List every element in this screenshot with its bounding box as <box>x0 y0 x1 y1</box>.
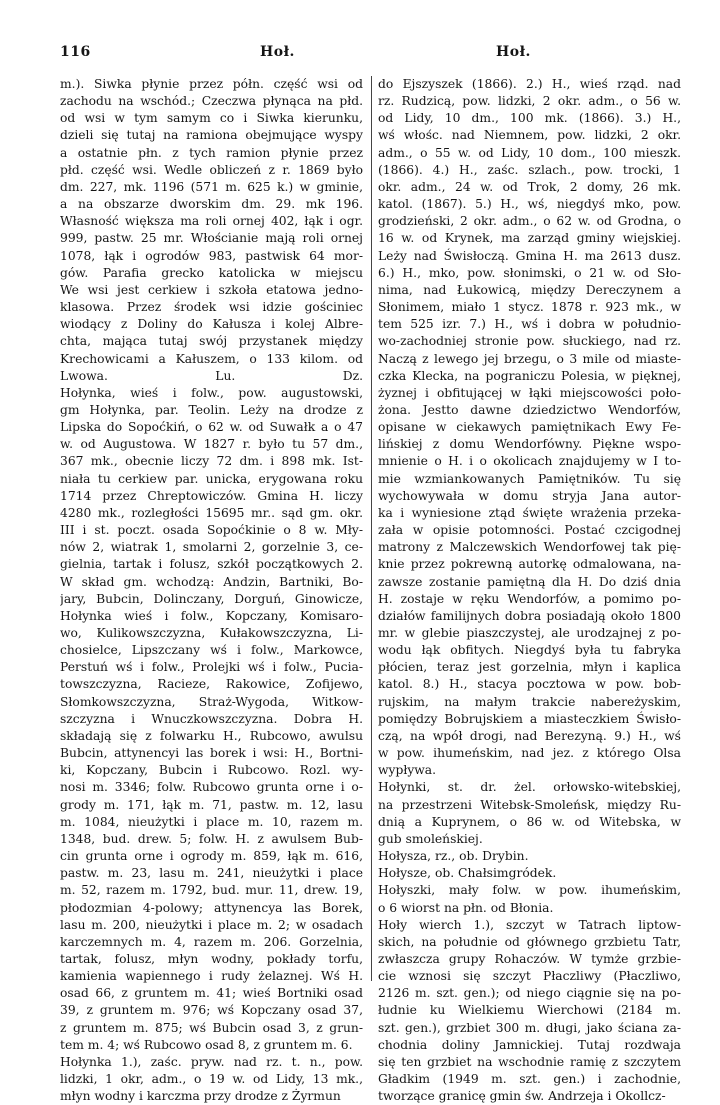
text-line: a ostatnie płn. z tych ramion płynie przez <box>60 145 363 160</box>
text-line: zwłaszcza grupy Rohaczów. W tymże grzbie- <box>378 951 681 966</box>
text-line: dnią a Kuprynem, o 86 w. od Witebska, w <box>378 814 681 829</box>
text-line: wychowywała w domu stryja Jana autor- <box>378 488 681 503</box>
text-line: We wsi jest cerkiew i szkoła etatowa jedno- <box>60 282 363 297</box>
text-line: 6.) H., mko, pow. słonimski, o 21 w. od Sło- <box>378 265 681 280</box>
text-line: wo, Kulikowszczyzna, Kułakowszczyzna, Li- <box>60 626 363 640</box>
text-line: mr. w glebie piaszczystej, ale urodzajnej z po- <box>378 626 681 640</box>
text-line: tem 525 izr. 7.) H., wś i dobra w południo- <box>378 317 681 332</box>
text-line: Hoły wierch 1.), szczyt w Tatrach liptow- <box>378 917 681 932</box>
text-line: żona. Jestto dawne dziedzictwo Wendorfów, <box>378 402 681 417</box>
text-line: tartak, folusz, młyn wodny, pokłady torfu, <box>60 951 363 966</box>
text-line: adm., o 55 w. od Lidy, 10 dom., 100 mieszk. <box>378 145 681 160</box>
text-line: 1714 przez Chreptowiczów. Gmina H. liczy <box>60 488 363 503</box>
text-line: Hołysza, rz., ob. Drybin. <box>378 849 529 864</box>
text-line: pomiędzy Bobrujskiem a miasteczkiem Świsło- <box>378 711 681 726</box>
text-line: z gruntem m. 875; wś Bubcin osad 3, z grun- <box>60 1020 363 1035</box>
running-head-left: Hoł. <box>260 44 295 60</box>
text-line: niała tu cerkiew par. unicka, erygowana roku <box>60 471 363 486</box>
text-line: Hołynki, st. dr. żel. orłowsko-witebskiej, <box>378 780 681 795</box>
text-line: skich, na południe od głównego grzbietu Tatr, <box>378 934 681 949</box>
text-line: Krechowicami a Kałuszem, o 133 kilom. od <box>60 351 363 366</box>
text-line: o 6 wiorst na płn. od Błonia. <box>378 900 554 915</box>
text-line: chosielce, Lipszczany wś i folw., Markowce, <box>60 643 363 658</box>
text-line: na przestrzeni Witebsk-Smoleńsk, między Ru- <box>378 797 681 812</box>
text-line: III i st. poczt. osada Sopoćkinie o 8 w. Mły- <box>60 523 363 538</box>
text-line: grody m. 171, łąk m. 71, pastw. m. 12, lasu <box>60 797 363 812</box>
text-line: okr. adm., 24 w. od Trok, 2 domy, 26 mk. <box>378 179 681 194</box>
text-line: gm Hołynka, par. Teolin. Leży na drodze z <box>60 402 363 417</box>
text-line: wo-zachodniej stronie pow. słuckiego, nad rz. <box>378 334 681 349</box>
right-column <box>378 76 681 1105</box>
page-number: 116 <box>60 44 91 60</box>
text-line: lińskiej z domu Wendorfówny. Piękne wspo- <box>378 437 681 452</box>
text-line: łudnie ku Wielkiemu Wierchowi (2184 m. <box>378 1003 681 1018</box>
text-line: do Ejszyszek (1866). 2.) H., wieś rząd. nad <box>378 77 681 91</box>
text-line: zawsze zostanie pamiętną dla H. Do dziś dnia <box>378 574 681 589</box>
text-line: 1078, łąk i ogrodów 983, pastwisk 64 mor- <box>60 248 363 263</box>
text-line: 39, z gruntem m. 976; wś Kopczany osad 37, <box>60 1003 363 1018</box>
text-line: płd. część wsi. Wedle obliczeń z r. 1869 było <box>60 162 363 177</box>
text-line: 16 w. od Krynek, ma zarząd gminy wiejskiej. <box>378 231 681 246</box>
text-line: wiodący z Doliny do Kałusza i kolej Albre- <box>60 317 363 332</box>
text-line: gub smoleńskiej. <box>378 831 483 846</box>
text-line: zała w opisie potomności. Postać czcigodnej <box>378 523 681 538</box>
text-line: czą, na wpół drogi, nad Berezyną. 9.) H., wś <box>378 728 681 743</box>
text-line: 1348, bud. drew. 5; folw. H. z awulsem Bub- <box>60 831 363 846</box>
text-line: (1866). 4.) H., zaśc. szlach., pow. trocki, 1 <box>378 162 681 177</box>
text-line: pastw. m. 23, lasu m. 241, nieużytki i place <box>60 866 363 881</box>
text-line: rujskim, na małym trakcie nabereżyskim, <box>378 694 681 709</box>
text-line: katol. 8.) H., stacya pocztowa w pow. bob- <box>378 677 681 692</box>
text-line: towszczyzna, Racieze, Rakowice, Zofijewo, <box>60 677 363 692</box>
text-line: Hołynka 1.), zaśc. pryw. nad rz. t. n., pow. <box>60 1054 363 1069</box>
text-line: chta, mająca tutaj swój przystanek między <box>60 334 363 349</box>
left-column <box>60 76 363 1105</box>
text-line: Lwowa. Lu. Dz. <box>60 368 363 383</box>
text-line: ki, Kopczany, Bubcin i Rubcowo. Rozl. wy- <box>60 763 363 778</box>
text-line: 367 mk., obecnie liczy 72 dm. i 898 mk. Ist- <box>60 454 363 469</box>
text-line: mie wzmiankowanych Pamiętników. Tu się <box>378 471 681 486</box>
text-line: lidzki, 1 okr, adm., o 19 w. od Lidy, 13 mk., <box>60 1072 363 1087</box>
text-line: Hołysze, ob. Chałsimgródek. <box>378 866 557 881</box>
text-line: osad 66, z gruntem m. 41; wieś Bortniki osad <box>60 986 363 1001</box>
text-line: grodzieński, 2 okr. adm., o 62 w. od Grodna, o <box>378 214 681 229</box>
column-divider <box>371 76 372 981</box>
text-line: gielnia, tartak i folusz, szkół początkowych 2. <box>60 557 363 572</box>
text-line: Hołynka wieś i folw., Kopczany, Komisaro- <box>60 608 363 623</box>
text-line: cie wznosi się szczyt Płaczliwy (Płaczliwo, <box>378 969 681 984</box>
text-line: tworzące granicę gmin św. Andrzeja i Okollcz- <box>378 1089 666 1104</box>
text-line: Leży nad Świsłoczą. Gmina H. ma 2613 dusz. <box>378 248 681 263</box>
text-line: rz. Rudzicą, pow. lidzki, 2 okr. adm., o 56 w. <box>378 94 681 109</box>
text-line: wodu łąk obfitych. Niegdyś była tu fabryka <box>378 643 681 658</box>
text-line: matrony z Malczewskich Wendorfowej tak pię- <box>378 540 681 555</box>
text-line: Naczą z lewego jej brzegu, o 3 mile od miaste- <box>378 351 681 366</box>
text-line: Słonimem, miało 1 stycz. 1878 r. 923 mk., w <box>378 300 681 315</box>
text-line: karczemnych m. 4, razem m. 206. Gorzelnia, <box>60 934 363 949</box>
text-line: m. 52, razem m. 1792, bud. mur. 11, drew. 19, <box>60 883 363 898</box>
text-line: od Lidy, 10 dm., 100 mk. (1866). 3.) H., <box>378 111 681 126</box>
text-line: H. zostaje w ręku Wendorfów, a pomimo po- <box>378 591 681 606</box>
text-line: Lipska do Sopoćkiń, o 62 w. od Suwałk a o 47 <box>60 420 363 435</box>
text-line: płócien, teraz jest gorzelnia, młyn i kaplica <box>378 660 681 675</box>
text-line: kamienia wapiennego i rudy żelaznej. Wś H. <box>60 969 363 984</box>
text-line: tem m. 4; wś Rubcowo osad 8, z gruntem m. 6. <box>60 1037 353 1052</box>
text-line: wypływa. <box>378 763 437 778</box>
text-line: klasowa. Przez środek wsi idzie gościniec <box>60 300 363 315</box>
text-line: jary, Bubcin, Dolinczany, Dorguń, Ginowicze, <box>60 591 363 606</box>
text-line: nów 2, wiatrak 1, smolarni 2, gorzelnie 3, ce- <box>60 540 363 555</box>
text-line: dzieli się tutaj na ramiona obejmujące wyspy <box>60 128 363 143</box>
text-line: zachodu na wschód.; Czeczwa płynąca na płd. <box>60 94 363 109</box>
text-line: mnienie o H. i o okolicach znajdujemy w I to- <box>378 454 681 469</box>
text-line: cin grunta orne i ogrody m. 859, łąk m. 616, <box>60 849 363 864</box>
text-line: m. 1084, nieużytki i place m. 10, razem m. <box>60 814 363 829</box>
text-line: w pow. ihumeńskim, nad jez. z którego Olsa <box>378 746 681 761</box>
text-line: Bubcin, attynencyi las borek i wsi: H., Bortni- <box>60 746 363 761</box>
page-header <box>60 44 660 68</box>
text-line: Perstuń wś i folw., Prolejki wś i folw., Pucia- <box>60 660 363 675</box>
text-line: Słomkowszczyzna, Straż-Wygoda, Witkow- <box>60 694 363 709</box>
text-line: działów familijnych dobra posiadają około 1800 <box>378 608 681 623</box>
text-line: lasu m. 200, nieużytki i place m. 2; w osadach <box>60 917 363 932</box>
text-line: 4280 mk., rozległości 15695 mr.. sąd gm. okr. <box>60 505 363 520</box>
text-line: ka i wyniesione ztąd święte wrażenia przeka- <box>378 505 681 520</box>
text-line: szczyzna i Wnuczkowszczyzna. Dobra H. <box>60 711 363 726</box>
text-line: w. od Augustowa. W 1827 r. było tu 57 dm., <box>60 437 363 452</box>
text-line: składają się z folwarku H., Rubcowo, awulsu <box>60 728 363 743</box>
text-line: 999, pastw. 25 mr. Włościanie mają roli ornej <box>60 231 363 246</box>
text-line: nima, nad Łukowicą, między Dereczynem a <box>378 282 681 297</box>
text-line: się ten grzbiet na wschodnie ramię z szczytem <box>378 1054 681 1069</box>
text-line: nosi m. 3346; folw. Rubcowo grunta orne i o- <box>60 780 363 795</box>
text-line: dm. 227, mk. 1196 (571 m. 625 k.) w gminie, <box>60 179 363 194</box>
text-line: 2126 m. szt. gen.); od niego ciągnie się na po- <box>378 986 681 1001</box>
text-line: opisane w ciekawych pamiętnikach Ewy Fe- <box>378 420 681 435</box>
text-line: żyznej i obfitującej w łąki miejscowości poło- <box>378 385 681 400</box>
text-line: knie przez pokrewną autorkę odmalowana, na- <box>378 557 681 572</box>
text-line: płodozmian 4-polowy; attynencya las Borek, <box>60 900 363 915</box>
text-line: Hołyszki, mały folw. w pow. ihumeńskim, <box>378 883 681 898</box>
text-line: m.). Siwka płynie przez półn. część wsi od <box>60 77 363 91</box>
text-line: Hołynka, wieś i folw., pow. augustowski, <box>60 385 363 400</box>
text-line: młyn wodny i karczma przy drodze z Żyrmun <box>60 1089 341 1104</box>
text-line: Gładkim (1949 m. szt. gen.) i zachodnie, <box>378 1072 681 1087</box>
text-line: a na obszarze dworskim dm. 29. mk 196. <box>60 197 363 212</box>
text-line: wś włośc. nad Niemnem, pow. lidzki, 2 okr. <box>378 128 681 143</box>
text-line: gów. Parafia grecko katolicka w miejscu <box>60 265 363 280</box>
text-line: czka Klecka, na pograniczu Polesia, w pięknej, <box>378 368 681 383</box>
text-line: szt. gen.), grzbiet 300 m. długi, jako ściana za- <box>378 1020 681 1035</box>
text-line: katol. (1867). 5.) H., wś, niegdyś mko, pow. <box>378 197 681 212</box>
text-line: chodnia doliny Jamnickiej. Tutaj rozdwaja <box>378 1037 681 1052</box>
text-line: W skład gm. wchodzą: Andzin, Bartniki, Bo- <box>60 574 363 589</box>
text-line: od wsi w tym samym co i Siwka kierunku, <box>60 111 363 126</box>
text-line: Własność większa ma roli ornej 402, łąk i ogr. <box>60 214 363 229</box>
running-head-right: Hoł. <box>496 44 531 60</box>
